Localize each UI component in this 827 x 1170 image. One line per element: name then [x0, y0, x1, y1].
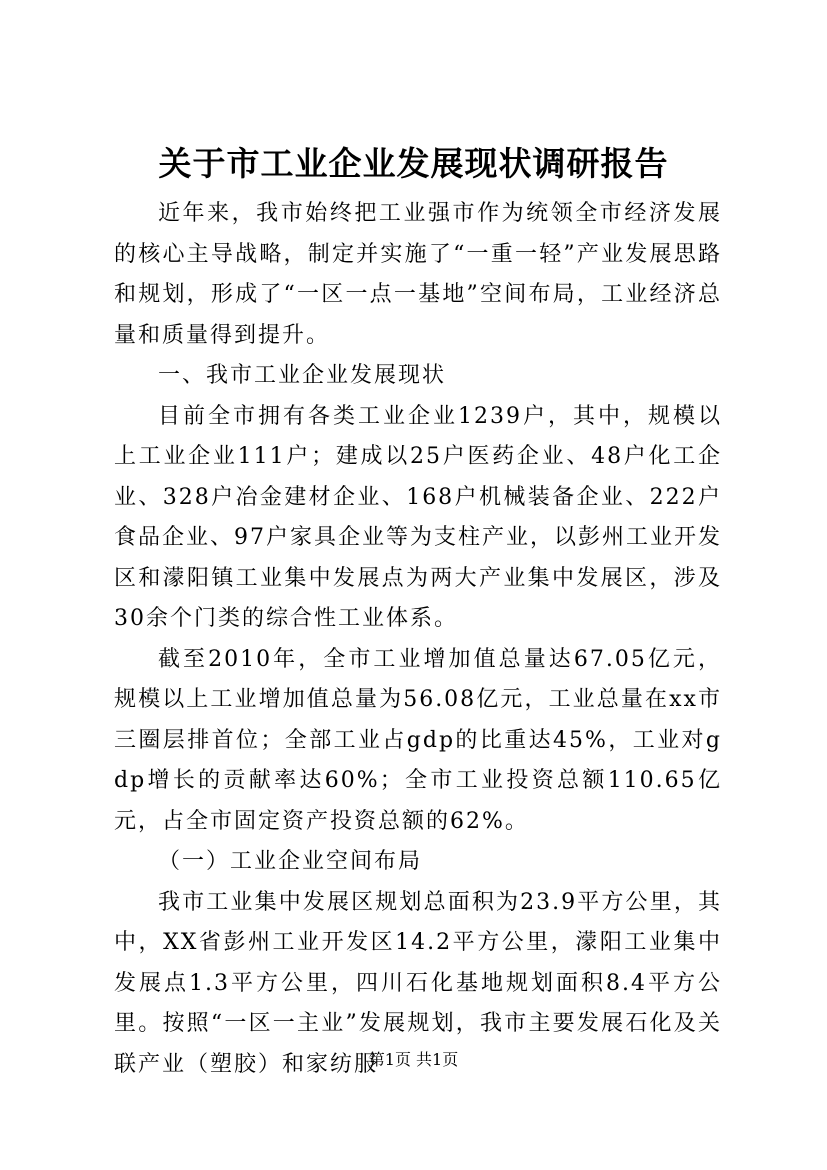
- subsection-heading: （一）工业企业空间布局: [158, 849, 423, 874]
- page-number-footer: 第1页 共1页: [368, 1050, 459, 1069]
- body-paragraph: 截至2010年，全市工业增加值总量达67.05亿元，规模以上工业增加值总量为56.08亿元，工业总量在xx市三圈层排首位；全部工业占gdp的比重达45%，工业对gdp增长的贡献率达60%；全市工业投资总额110.65亿元，占全市固定资产投资总额的62%。: [114, 646, 722, 834]
- section-heading: 一、我市工业企业发展现状: [158, 363, 447, 388]
- document-title: 关于市工业企业发展现状调研报告: [158, 144, 669, 183]
- intro-paragraph: 近年来，我市始终把工业强市作为统领全市经济发展的核心主导战略，制定并实施了“一重一轻”产业发展思路和规划，形成了“一区一点一基地”空间布局，工业经济总量和质量得到提升。: [114, 201, 722, 348]
- body-paragraph: 我市工业集中发展区规划总面积为23.9平方公里，其中，XX省彭州工业开发区14.2平方公里，濛阳工业集中发展点1.3平方公里，四川石化基地规划面积8.4平方公里。按照“一区一主业”发展规划，我市主要发展石化及关联产业（塑胶）和家纺服: [114, 889, 722, 1077]
- document-body: [114, 194, 722, 1085]
- body-paragraph: 目前全市拥有各类工业企业1239户，其中，规模以上工业企业111户；建成以25户医药企业、48户化工企业、328户冶金建材企业、168户机械装备企业、222户食品企业、97户家具企业等为支柱产业，以彭州工业开发区和濛阳镇工业集中发展点为两大产业集中发展区，涉及30余个门类的综合性工业体系。: [114, 403, 722, 631]
